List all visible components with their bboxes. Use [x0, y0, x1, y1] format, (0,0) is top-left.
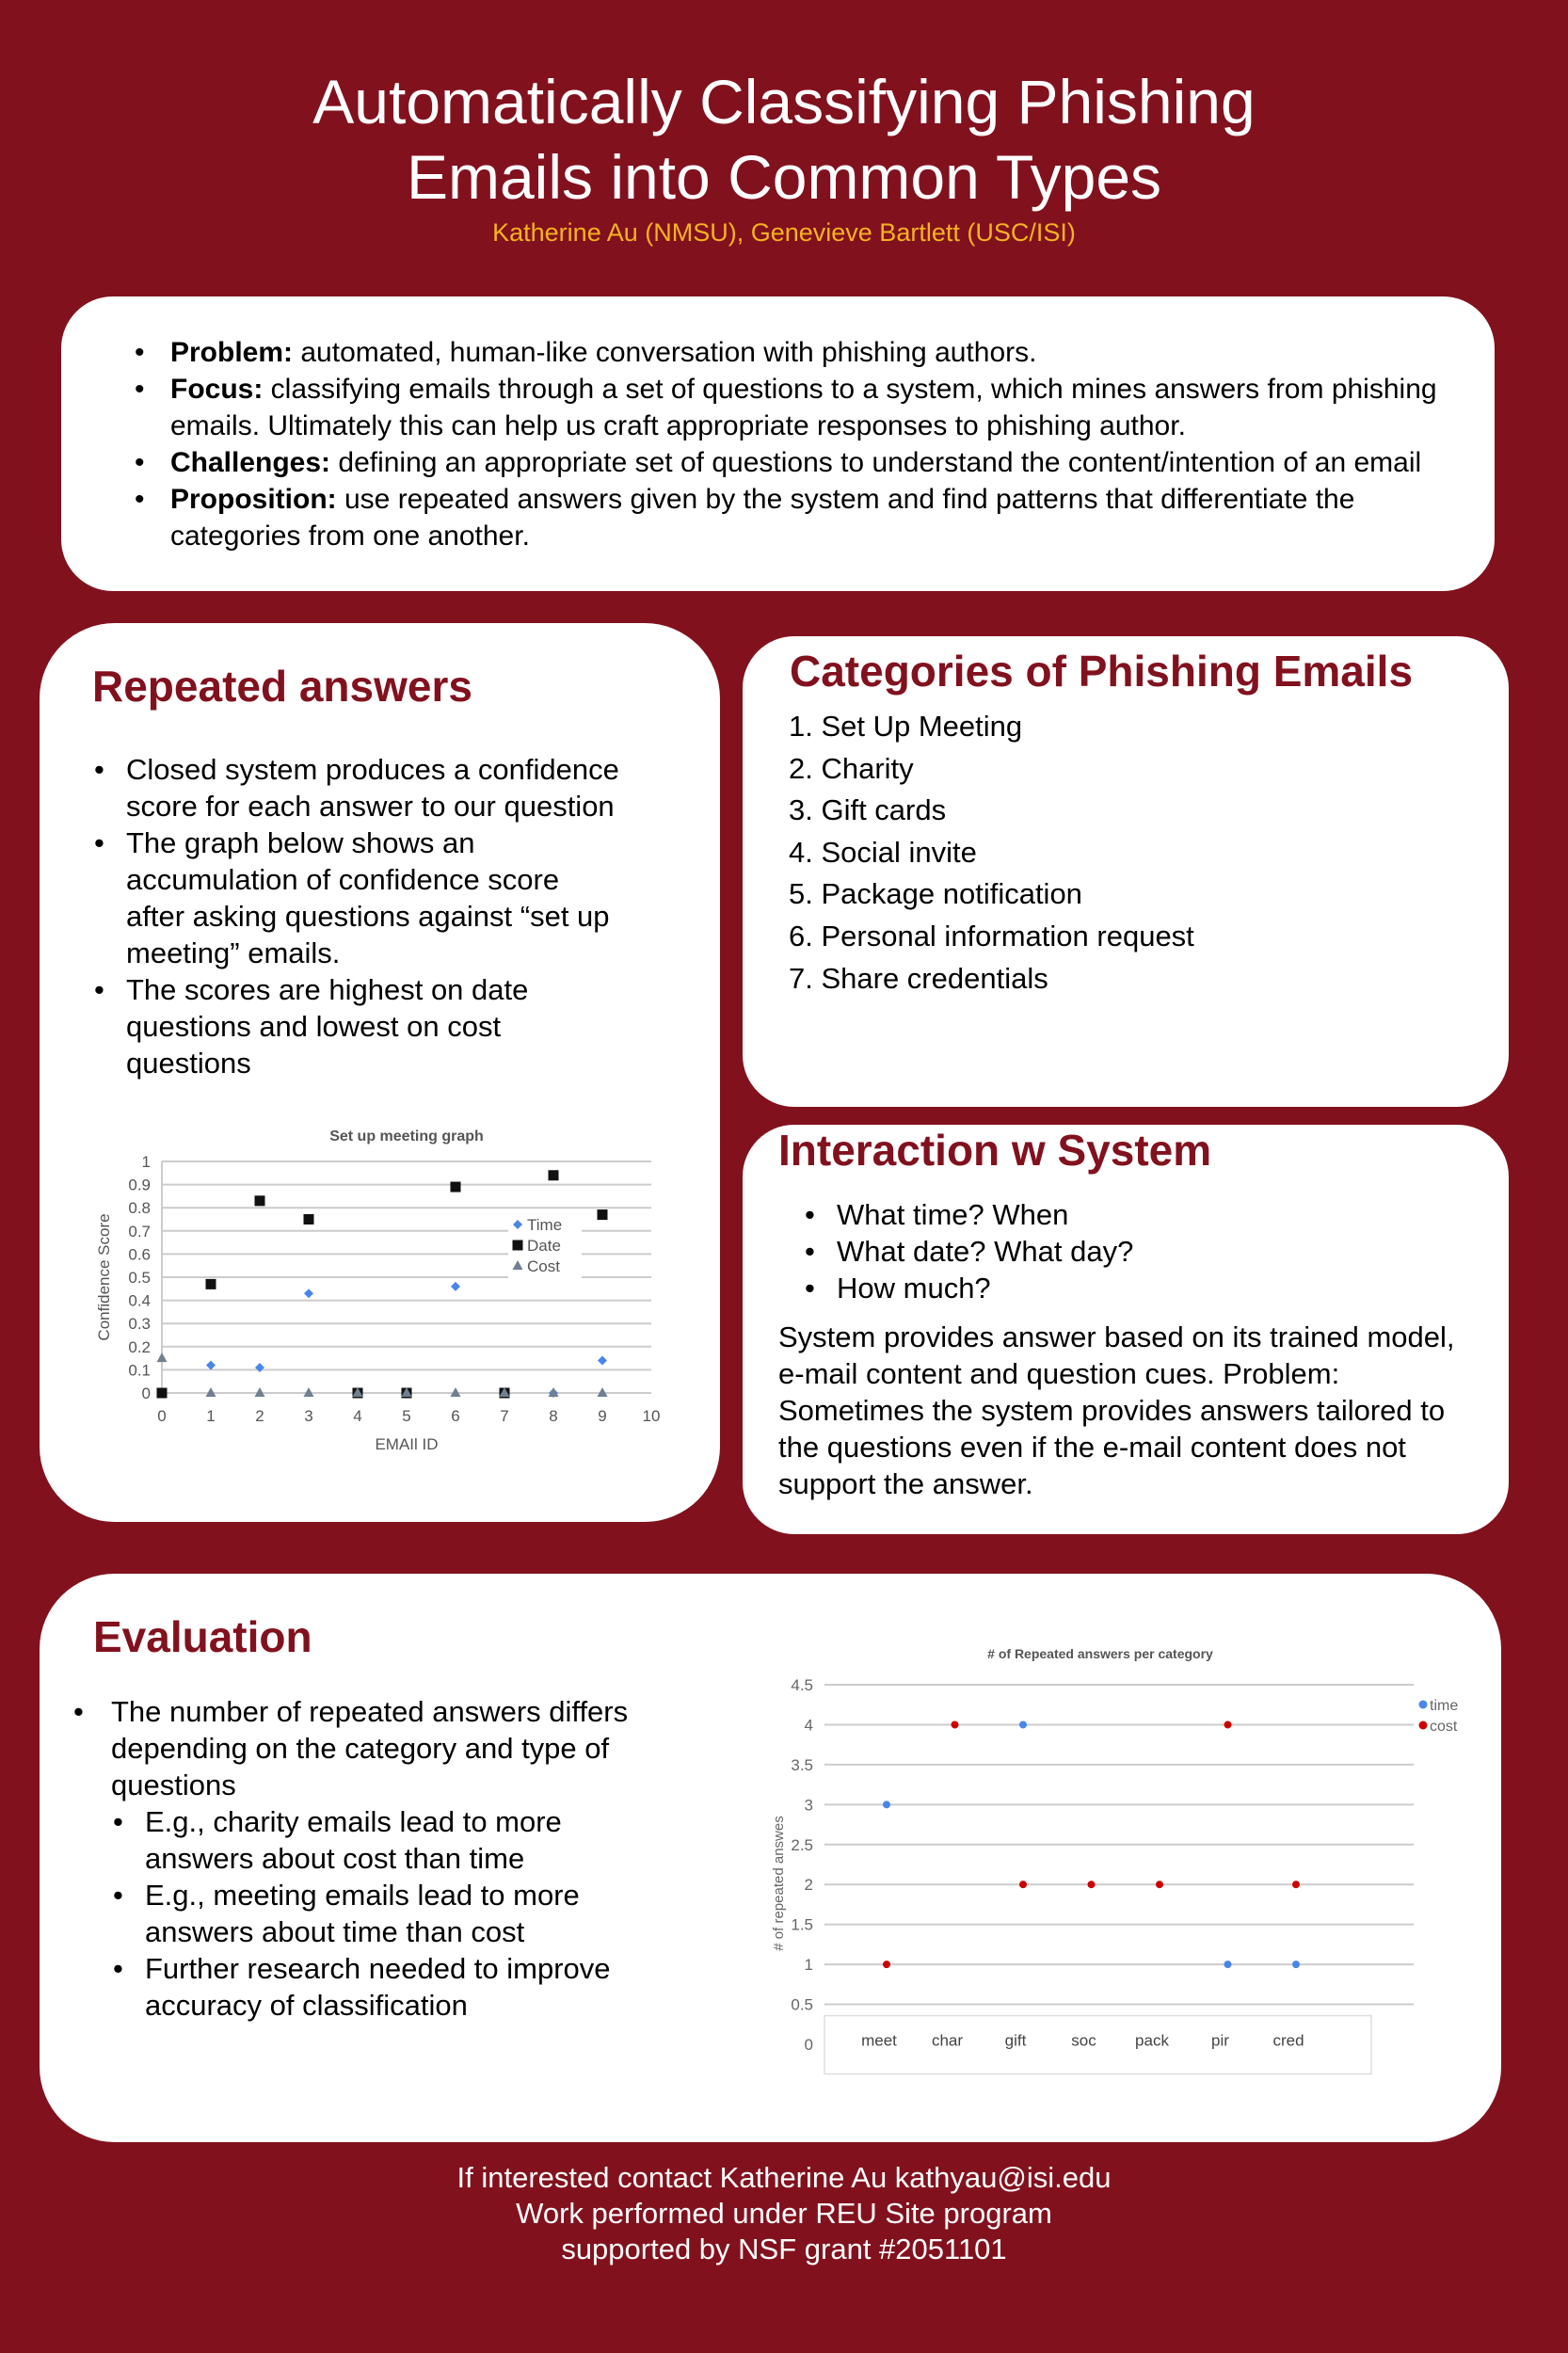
- category-item: 3. Gift cards: [789, 793, 947, 827]
- y-tick-label: 0.9: [128, 1176, 151, 1194]
- intro-item-label: Proposition:: [170, 484, 337, 515]
- intro-item: [108, 334, 1448, 371]
- legend-label: Date: [527, 1237, 561, 1255]
- y-tick-label: 0.8: [128, 1199, 151, 1218]
- y-tick-label: 0.5: [791, 1995, 813, 2014]
- interaction-paragraph: System provides answer based on its trained model, e-mail content and question cues. Problem: Sometimes the system provides answers tailored to the questions even if the e-mail content does not support the answer.: [778, 1321, 1455, 1500]
- data-point-time: [598, 1356, 607, 1366]
- data-point-cost: [883, 1961, 890, 1968]
- y-tick-label: 0.6: [128, 1245, 151, 1264]
- footer-grant: supported by NSF grant #2051101: [561, 2233, 1007, 2265]
- legend-marker-date: [513, 1241, 523, 1251]
- data-point-date: [451, 1182, 461, 1193]
- data-point-cost: [952, 1721, 959, 1728]
- intro-item-text: automated, human-like conversation with phishing authors.: [293, 337, 1037, 368]
- evaluation-box: [40, 1574, 1501, 2142]
- intro-box: [61, 296, 1495, 591]
- y-axis-label: # of repeated answes: [771, 1816, 787, 1951]
- intro-item-label: Problem:: [170, 337, 294, 368]
- y-tick-label: 0.1: [128, 1361, 151, 1380]
- repeated-answers-heading: Repeated answers: [92, 662, 472, 711]
- bullet-item: • The graph below shows an accumulation of confidence score after asking questions against “set up meeting” emails.: [94, 824, 621, 971]
- legend-label: Time: [527, 1216, 563, 1234]
- x-tick-label: pack: [1135, 2031, 1169, 2050]
- x-tick-label: 1: [206, 1407, 216, 1425]
- intro-item: [108, 444, 1448, 481]
- repeated-answers-bullets: [94, 751, 621, 1081]
- y-tick-label: 0: [804, 2036, 813, 2054]
- category-item: 5. Package notification: [789, 877, 1082, 911]
- legend-label: Cost: [527, 1257, 560, 1275]
- interaction-box: [743, 1125, 1509, 1534]
- x-tick-label: soc: [1071, 2031, 1096, 2050]
- data-point-date: [206, 1279, 216, 1289]
- category-item: 7. Share credentials: [789, 961, 1048, 995]
- data-point-time: [883, 1801, 890, 1808]
- repeated-answers-box: [40, 623, 720, 1522]
- data-point-time: [304, 1289, 313, 1298]
- x-axis-label: EMAIl ID: [375, 1435, 439, 1453]
- interaction-bullets: [805, 1196, 1133, 1306]
- x-tick-label: cred: [1272, 2031, 1304, 2050]
- x-tick-label: 0: [157, 1407, 167, 1425]
- bullet-item: • How much?: [805, 1270, 1133, 1306]
- data-point-time: [255, 1363, 264, 1372]
- intro-item-text: use repeated answers given by the system and find patterns that differentiate the categories from one another.: [170, 484, 1355, 552]
- bullet-item: • What date? What day?: [805, 1233, 1133, 1270]
- y-tick-label: 4.5: [791, 1676, 813, 1694]
- legend-label: time: [1430, 1698, 1459, 1714]
- categories-box: [743, 636, 1509, 1107]
- x-tick-label: 6: [451, 1407, 460, 1425]
- sub-bullet-item: • E.g., charity emails lead to more answers about cost than time: [113, 1803, 638, 1877]
- y-tick-label: 1.5: [791, 1915, 813, 1934]
- x-tick-label: 4: [353, 1407, 362, 1425]
- y-tick-label: 0: [141, 1385, 151, 1402]
- intro-item: [108, 371, 1448, 444]
- title-line-1: Automatically Classifying Phishing: [312, 67, 1256, 136]
- legend-label: cost: [1430, 1719, 1458, 1735]
- footer: [0, 2160, 1568, 2267]
- data-point-time: [206, 1360, 216, 1369]
- data-point-date: [549, 1170, 559, 1180]
- data-point-time: [1292, 1961, 1300, 1968]
- categories-list: [789, 706, 1194, 1000]
- y-tick-label: 2: [804, 1876, 813, 1895]
- authors: Katherine Au (NMSU), Genevieve Bartlett (USC/ISI): [492, 218, 1076, 247]
- y-axis-label: Confidence Score: [95, 1213, 113, 1341]
- data-point-date: [255, 1195, 265, 1206]
- evaluation-bullets: [73, 1693, 638, 2024]
- bullet-item: • The scores are highest on date questions and lowest on cost questions: [94, 971, 621, 1081]
- bullet-item: • What time? When: [805, 1196, 1133, 1233]
- category-item: 6. Personal information request: [789, 919, 1194, 952]
- legend-marker-time: [1419, 1701, 1428, 1709]
- poster-title: [0, 64, 1568, 215]
- x-tick-label: 3: [304, 1407, 313, 1425]
- sub-bullet-item: • E.g., meeting emails lead to more answers about time than cost: [113, 1877, 638, 1950]
- x-tick-label: gift: [1004, 2031, 1027, 2050]
- categories-heading: Categories of Phishing Emails: [790, 647, 1414, 696]
- y-tick-label: 0.3: [128, 1315, 151, 1334]
- data-point-cost: [1292, 1881, 1300, 1888]
- data-point-time: [1224, 1961, 1232, 1968]
- bullet-item: • The number of repeated answers differs depending on the category and type of questions: [73, 1693, 638, 1803]
- intro-item-label: Focus:: [170, 374, 264, 405]
- sub-bullets: [73, 1803, 638, 2024]
- y-tick-label: 0.2: [128, 1337, 151, 1356]
- chart-title: # of Repeated answers per category: [987, 1646, 1213, 1661]
- y-tick-label: 1: [141, 1153, 151, 1171]
- set-up-meeting-chart: [77, 1120, 717, 1468]
- intro-item-text: defining an appropriate set of questions to understand the content/intention of an email: [330, 447, 1422, 478]
- intro-list: [108, 334, 1448, 554]
- y-tick-label: 0.4: [128, 1291, 151, 1310]
- bullet-item: • Closed system produces a confidence score for each answer to our question: [94, 751, 621, 824]
- footer-program: Work performed under REU Site program: [516, 2197, 1052, 2230]
- y-tick-label: 3: [804, 1796, 813, 1815]
- x-tick-label: meet: [861, 2031, 897, 2050]
- y-tick-label: 0.7: [128, 1222, 151, 1241]
- data-point-date: [304, 1214, 314, 1225]
- category-item: 2. Charity: [789, 751, 914, 785]
- x-tick-label: 10: [642, 1407, 661, 1425]
- footer-contact: If interested contact Katherine Au kathyau@isi.edu: [456, 2161, 1112, 2194]
- sub-bullet-item: • Further research needed to improve accuracy of classification: [113, 1950, 638, 2024]
- data-point-date: [598, 1209, 608, 1220]
- y-tick-label: 2.5: [791, 1835, 813, 1854]
- intro-item: [108, 481, 1448, 554]
- y-tick-label: 4: [804, 1716, 813, 1735]
- x-tick-label: 9: [598, 1407, 607, 1425]
- x-tick-label: 8: [549, 1407, 558, 1425]
- data-point-cost: [157, 1353, 168, 1362]
- x-tick-label: 5: [402, 1407, 411, 1425]
- x-tick-label: char: [931, 2031, 964, 2050]
- x-tick-label: 2: [255, 1407, 264, 1425]
- title-line-2: Emails into Common Types: [406, 142, 1162, 212]
- y-tick-label: 3.5: [791, 1755, 813, 1774]
- interaction-heading: Interaction w System: [778, 1126, 1212, 1175]
- y-tick-label: 0.5: [128, 1269, 151, 1287]
- data-point-cost: [1088, 1881, 1096, 1888]
- data-point-cost: [1156, 1881, 1163, 1888]
- evaluation-heading: Evaluation: [93, 1612, 312, 1661]
- data-point-date: [157, 1388, 168, 1399]
- y-tick-label: 1: [804, 1956, 813, 1975]
- x-tick-label: pir: [1211, 2031, 1229, 2050]
- intro-item-label: Challenges:: [170, 447, 331, 478]
- chart-title: Set up meeting graph: [329, 1128, 484, 1144]
- data-point-cost: [1019, 1881, 1027, 1888]
- legend-marker-cost: [1419, 1721, 1428, 1730]
- category-item: 1. Set Up Meeting: [789, 710, 1023, 743]
- repeated-answers-chart: [764, 1630, 1461, 2129]
- x-tick-label: 7: [500, 1407, 509, 1425]
- data-point-time: [1019, 1721, 1027, 1728]
- category-item: 4. Social invite: [789, 835, 977, 869]
- intro-item-text: classifying emails through a set of questions to a system, which mines answers from phishing emails. Ultimately this can help us craft appropriate responses to phishing author.: [170, 374, 1437, 441]
- data-point-cost: [1224, 1721, 1232, 1728]
- data-point-time: [451, 1282, 460, 1291]
